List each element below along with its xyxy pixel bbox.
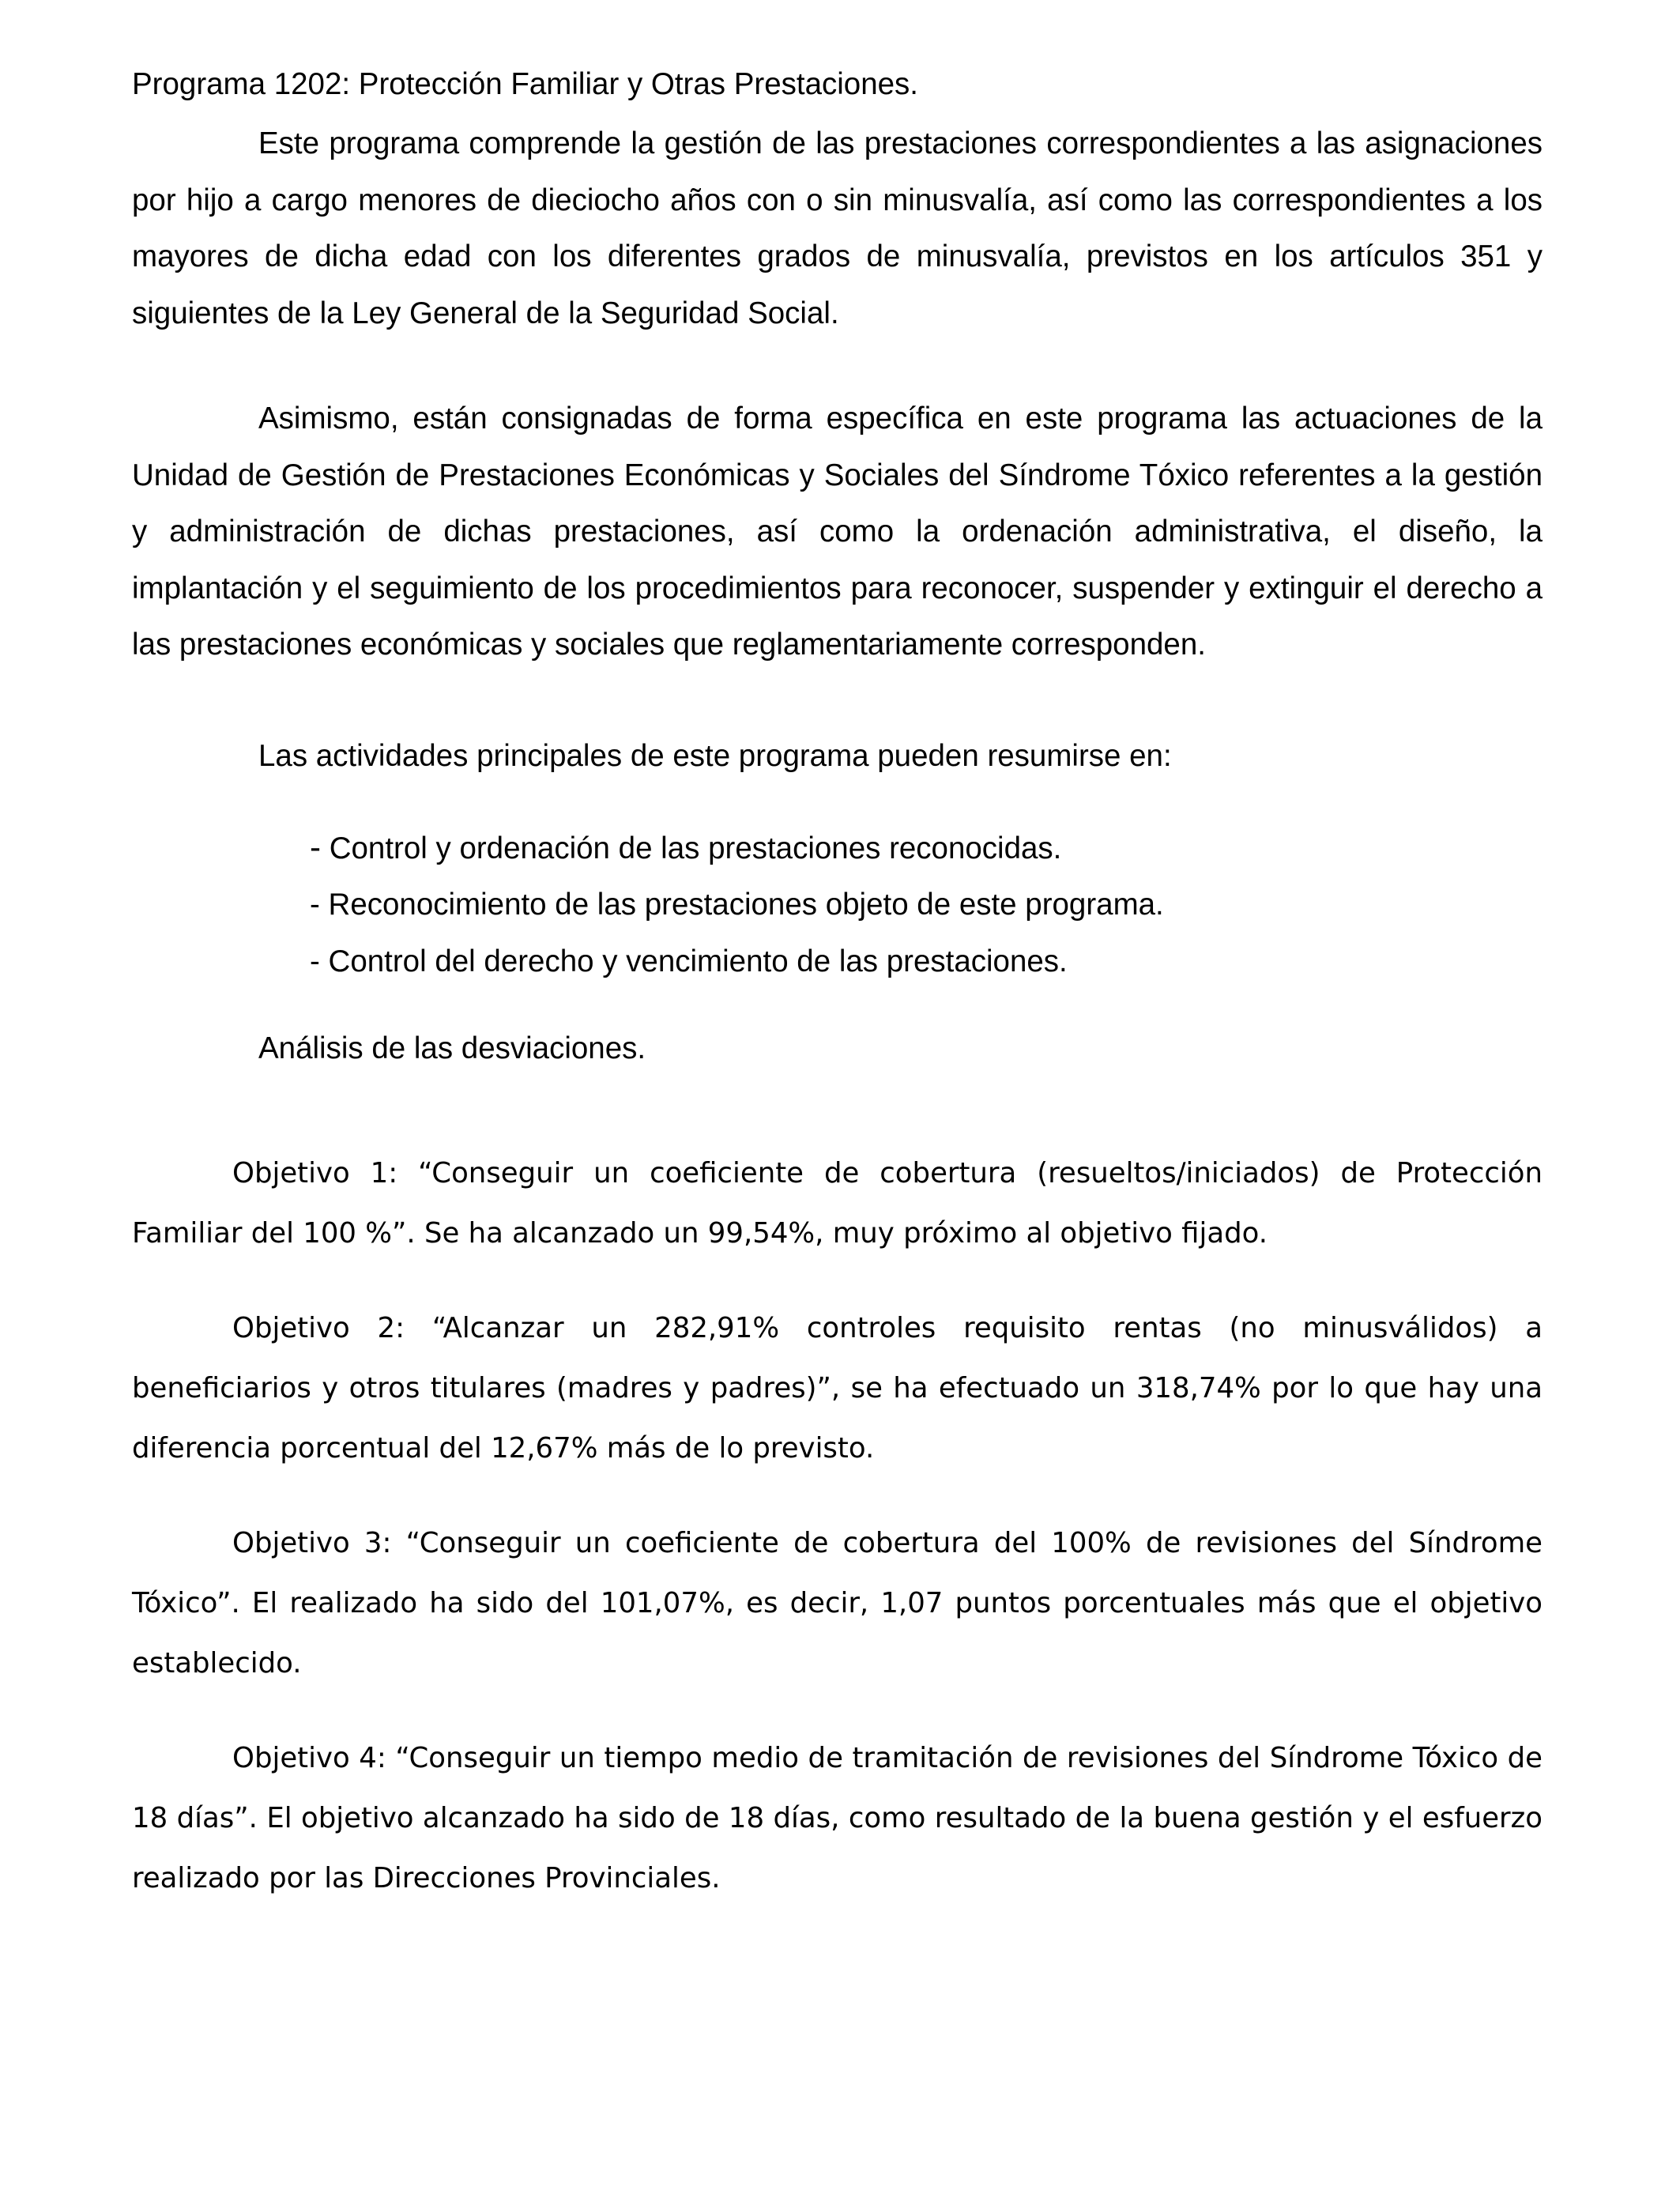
- objective-1: Objetivo 1: “Conseguir un coeficiente de cobertura (resueltos/iniciados) de Protección Familiar del 100 %”. Se ha alcanzado un 99,54%, muy próximo al objetivo fijado.: [132, 1157, 1543, 1250]
- list-dash: -: [310, 888, 320, 922]
- analysis-heading: Análisis de las desviaciones.: [258, 1031, 646, 1065]
- document-page: [132, 47, 1543, 1909]
- paragraph-program-scope: Este programa comprende la gestión de las prestaciones correspondientes a las asignaciones por hijo a cargo menores de dieciocho años con o sin minusvalía, así como las correspondientes a los mayores de dicha edad con los diferentes grados de minusvalía, previstos en los artículos 351 y siguientes de la Ley General de la Seguridad Social.: [132, 126, 1543, 330]
- list-item: [310, 933, 1543, 990]
- objective-4: Objetivo 4: “Conseguir un tiempo medio de tramitación de revisiones del Síndrome Tóxico de 18 días”. El objetivo alcanzado ha sido de 18 días, como resultado de la buena gestión y el esfuerzo realizado por las Direcciones Provinciales.: [132, 1742, 1543, 1894]
- activities-list: [310, 819, 1543, 990]
- objective-3: Objetivo 3: “Conseguir un coeficiente de cobertura del 100% de revisiones del Síndrome Tóxico”. El realizado ha sido del 101,07%, es decir, 1,07 puntos porcentuales más que el objetivo establecido.: [132, 1527, 1543, 1679]
- list-item-text: Control del derecho y vencimiento de las prestaciones.: [319, 944, 1068, 978]
- objective-2: Objetivo 2: “Alcanzar un 282,91% controles requisito rentas (no minusválidos) a beneficiarios y otros titulares (madres y padres)”, se ha efectuado un 318,74% por lo que hay una diferencia porcentual del 12,67% más de lo previsto.: [132, 1312, 1543, 1465]
- list-item-text: Control y ordenación de las prestaciones reconocidas.: [321, 831, 1062, 865]
- list-item-text: Reconocimiento de las prestaciones objeto de este programa.: [319, 888, 1164, 922]
- list-item: [310, 876, 1543, 933]
- activities-intro: Las actividades principales de este programa pueden resumirse en:: [258, 738, 1172, 773]
- list-dash: -: [310, 827, 321, 865]
- list-item: [310, 819, 1543, 877]
- list-dash: -: [310, 944, 320, 978]
- document-title: Programa 1202: Protección Familiar y Otras Prestaciones.: [132, 67, 918, 101]
- paragraph-toxic-syndrome-unit: Asimismo, están consignadas de forma específica en este programa las actuaciones de la Unidad de Gestión de Prestaciones Económicas y Sociales del Síndrome Tóxico referentes a la gestión y administración de dichas prestaciones, así como la ordenación administrativa, el diseño, la implantación y el seguimiento de los procedimientos para reconocer, suspender y extinguir el derecho a las prestaciones económicas y sociales que reglamentariamente corresponden.: [132, 401, 1543, 662]
